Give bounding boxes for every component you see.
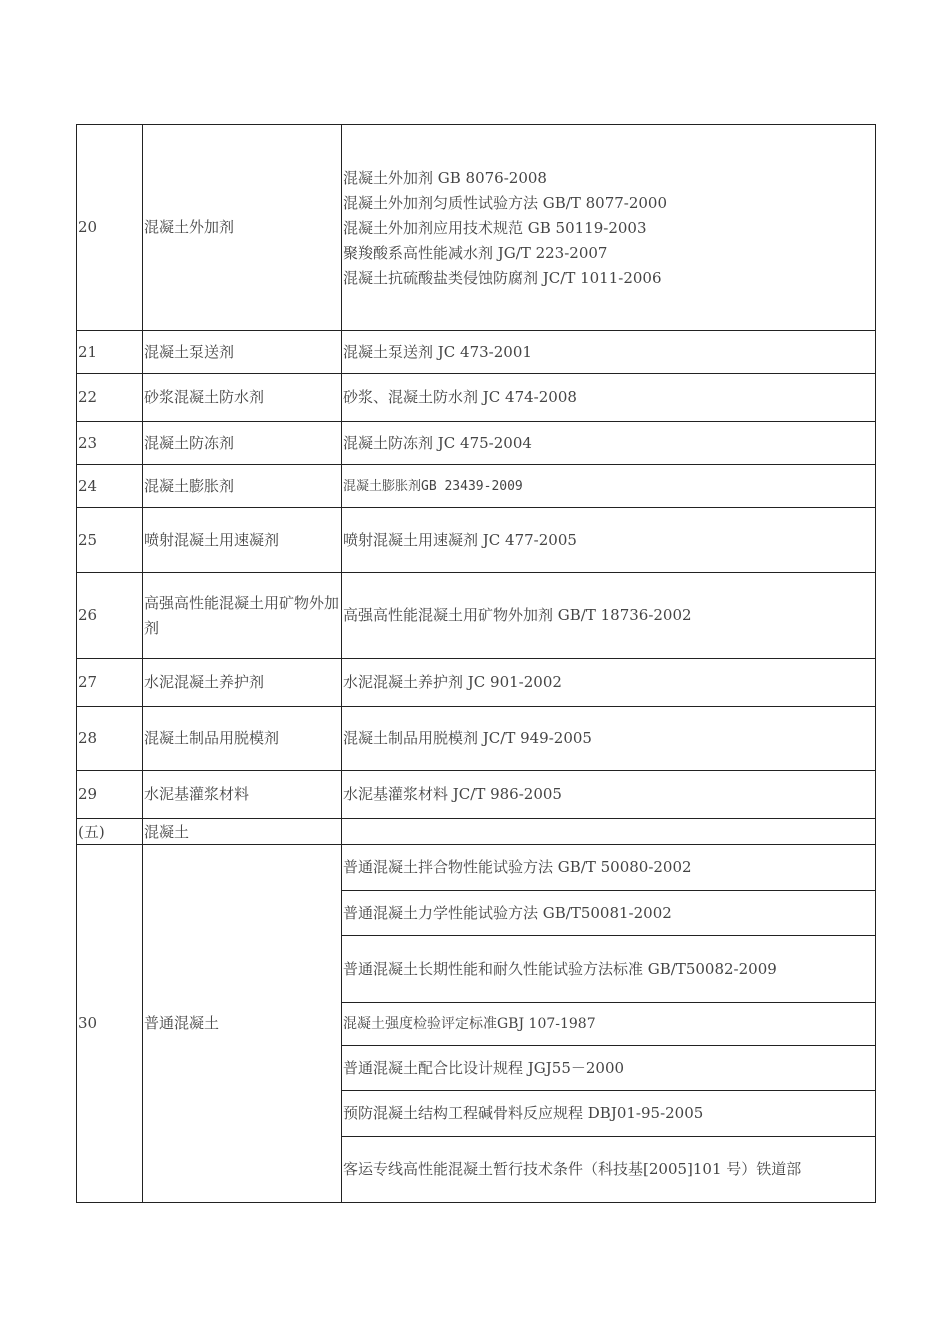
section-number: (五) bbox=[77, 819, 143, 845]
section-row bbox=[77, 819, 876, 845]
row-number: 20 bbox=[77, 125, 143, 331]
table-row bbox=[77, 659, 876, 707]
table-row bbox=[77, 573, 876, 659]
standard: 混凝土强度检验评定标准GBJ 107-1987 bbox=[342, 1003, 876, 1046]
standard: 混凝土泵送剂 JC 473-2001 bbox=[342, 331, 876, 374]
row-number: 28 bbox=[77, 707, 143, 771]
standard: 普通混凝土长期性能和耐久性能试验方法标准 GB/T50082-2009 bbox=[342, 936, 876, 1003]
item-name: 砂浆混凝土防水剂 bbox=[143, 374, 342, 422]
item-name: 混凝土泵送剂 bbox=[143, 331, 342, 374]
standards-table bbox=[76, 124, 876, 1203]
empty-cell bbox=[342, 819, 876, 845]
table-row bbox=[77, 374, 876, 422]
table-row bbox=[77, 125, 876, 331]
row-number: 29 bbox=[77, 771, 143, 819]
standard: 客运专线高性能混凝土暂行技术条件（科技基[2005]101 号）铁道部 bbox=[342, 1137, 876, 1203]
standard: 混凝土膨胀剂GB 23439-2009 bbox=[342, 465, 876, 508]
row-number: 30 bbox=[77, 845, 143, 1203]
row-number: 25 bbox=[77, 508, 143, 573]
item-name: 混凝土膨胀剂 bbox=[143, 465, 342, 508]
standard-line: 混凝土外加剂 GB 8076-2008 bbox=[343, 169, 547, 187]
standard: 砂浆、混凝土防水剂 JC 474-2008 bbox=[342, 374, 876, 422]
table-row bbox=[77, 771, 876, 819]
standard-line: 聚羧酸系高性能减水剂 JG/T 223-2007 bbox=[343, 244, 608, 262]
standard: 喷射混凝土用速凝剂 JC 477-2005 bbox=[342, 508, 876, 573]
row-number: 22 bbox=[77, 374, 143, 422]
item-name: 喷射混凝土用速凝剂 bbox=[143, 508, 342, 573]
row-number: 27 bbox=[77, 659, 143, 707]
table-row bbox=[77, 508, 876, 573]
item-name: 高强高性能混凝土用矿物外加剂 bbox=[143, 573, 342, 659]
standard: 普通混凝土配合比设计规程 JGJ55－2000 bbox=[342, 1046, 876, 1091]
item-name: 混凝土防冻剂 bbox=[143, 422, 342, 465]
item-name: 普通混凝土 bbox=[143, 845, 342, 1203]
section-name: 混凝土 bbox=[143, 819, 342, 845]
item-name: 混凝土制品用脱模剂 bbox=[143, 707, 342, 771]
standard: 预防混凝土结构工程碱骨料反应规程 DBJ01-95-2005 bbox=[342, 1091, 876, 1137]
standard: 混凝土制品用脱模剂 JC/T 949-2005 bbox=[342, 707, 876, 771]
standard: 普通混凝土力学性能试验方法 GB/T50081-2002 bbox=[342, 891, 876, 936]
standard-line: 混凝土外加剂应用技术规范 GB 50119-2003 bbox=[343, 219, 647, 237]
table-row bbox=[77, 707, 876, 771]
table-row bbox=[77, 845, 876, 891]
item-name: 水泥混凝土养护剂 bbox=[143, 659, 342, 707]
row-number: 24 bbox=[77, 465, 143, 508]
standard-list bbox=[342, 125, 876, 331]
standard: 普通混凝土拌合物性能试验方法 GB/T 50080-2002 bbox=[342, 845, 876, 891]
item-name: 混凝土外加剂 bbox=[143, 125, 342, 331]
table-row bbox=[77, 465, 876, 508]
standard: 水泥混凝土养护剂 JC 901-2002 bbox=[342, 659, 876, 707]
standard-line: 混凝土抗硫酸盐类侵蚀防腐剂 JC/T 1011-2006 bbox=[343, 269, 662, 287]
standard: 混凝土防冻剂 JC 475-2004 bbox=[342, 422, 876, 465]
standard: 水泥基灌浆材料 JC/T 986-2005 bbox=[342, 771, 876, 819]
standard-line: 混凝土外加剂匀质性试验方法 GB/T 8077-2000 bbox=[343, 194, 668, 212]
item-name: 水泥基灌浆材料 bbox=[143, 771, 342, 819]
table-row bbox=[77, 422, 876, 465]
table-row bbox=[77, 331, 876, 374]
row-number: 23 bbox=[77, 422, 143, 465]
standard: 高强高性能混凝土用矿物外加剂 GB/T 18736-2002 bbox=[342, 573, 876, 659]
row-number: 21 bbox=[77, 331, 143, 374]
row-number: 26 bbox=[77, 573, 143, 659]
